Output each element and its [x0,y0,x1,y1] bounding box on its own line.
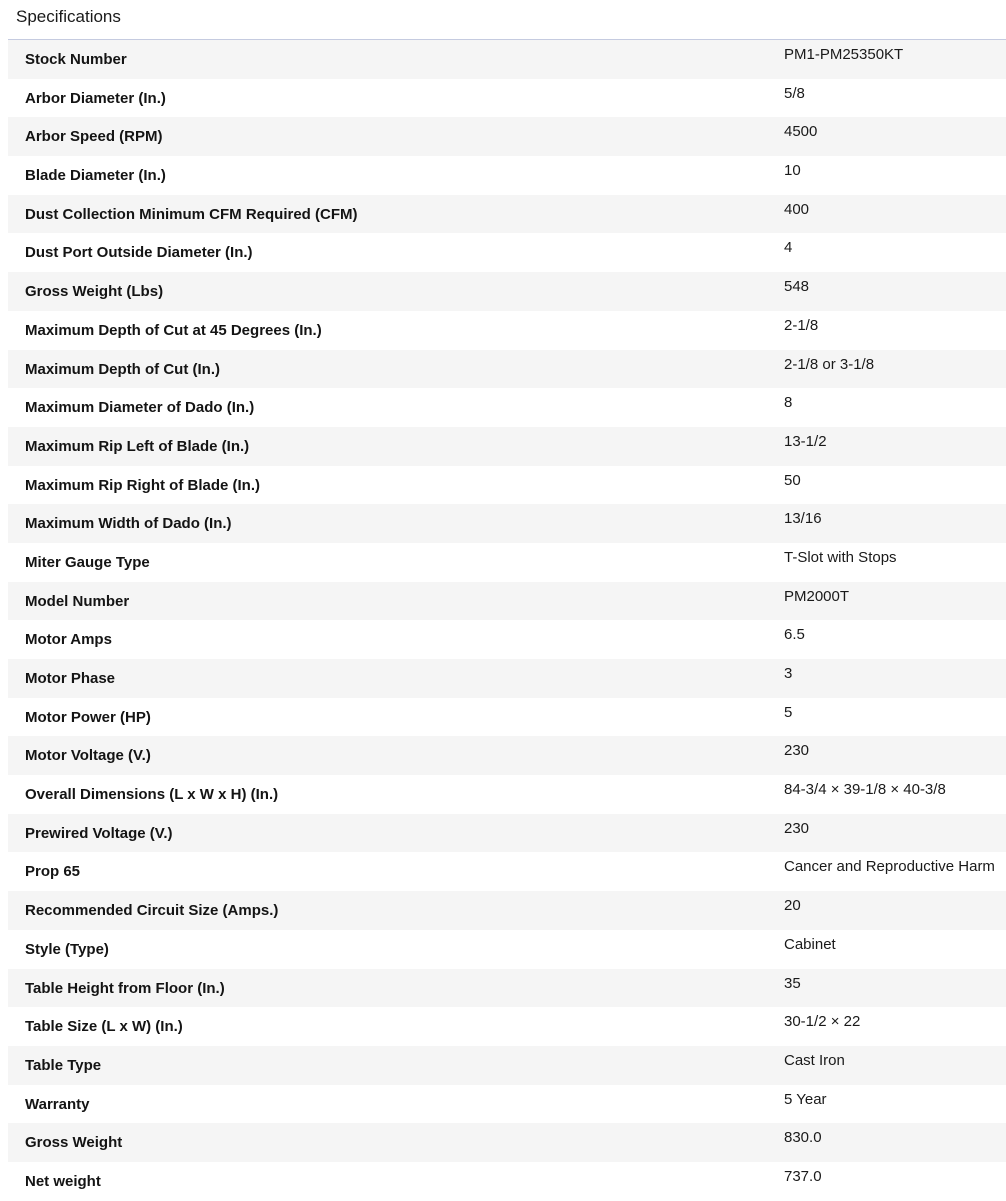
specifications-table [8,40,1006,1201]
spec-value: 830.0 [784,1129,822,1147]
spec-row [8,40,1006,79]
spec-row [8,891,1006,930]
spec-label: Miter Gauge Type [25,553,150,571]
spec-value: T-Slot with Stops [784,548,897,566]
spec-value: Cancer and Reproductive Harm [784,858,995,876]
spec-value: 6.5 [784,626,805,644]
spec-label: Model Number [25,592,130,610]
spec-value: 30-1/2 × 22 [784,1013,861,1031]
spec-value: 8 [784,394,793,412]
spec-row [8,1007,1006,1046]
spec-label: Table Type [25,1056,102,1074]
section-title: Specifications [16,7,121,26]
spec-value: 2-1/8 or 3-1/8 [784,355,875,373]
spec-label: Blade Diameter (In.) [25,167,166,185]
spec-value: 2-1/8 [784,316,819,334]
spec-label: Motor Voltage (V.) [25,747,151,765]
spec-value: 4 [784,239,793,257]
spec-value: 20 [784,897,801,915]
spec-label: Prop 65 [25,863,81,881]
spec-value: Cast Iron [784,1051,845,1069]
spec-row [8,582,1006,621]
spec-row [8,1085,1006,1124]
spec-row [8,427,1006,466]
spec-row [8,388,1006,427]
spec-value: 400 [784,200,810,218]
spec-row [8,1123,1006,1162]
spec-label: Gross Weight (Lbs) [25,283,164,301]
spec-row [8,466,1006,505]
spec-label: Motor Amps [25,631,112,649]
spec-label: Maximum Depth of Cut at 45 Degrees (In.) [25,321,322,339]
spec-value: PM2000T [784,587,850,605]
spec-label: Arbor Speed (RPM) [25,128,163,146]
spec-label: Style (Type) [25,940,109,958]
spec-row [8,775,1006,814]
spec-value: 230 [784,819,810,837]
spec-label: Net weight [25,1172,101,1190]
spec-value: 5 Year [784,1090,827,1108]
spec-value: 737.0 [784,1167,822,1185]
spec-row [8,698,1006,737]
spec-row [8,350,1006,389]
spec-label: Table Height from Floor (In.) [25,979,225,997]
spec-row [8,117,1006,156]
spec-row [8,736,1006,775]
spec-label: Stock Number [25,51,127,68]
spec-row [8,620,1006,659]
spec-value: PM1-PM25350KT [784,46,904,63]
spec-label: Table Size (L x W) (In.) [25,1018,183,1036]
spec-label: Maximum Width of Dado (In.) [25,515,232,533]
spec-label: Maximum Depth of Cut (In.) [25,360,220,378]
spec-row [8,814,1006,853]
spec-row [8,272,1006,311]
spec-label: Maximum Rip Right of Blade (In.) [25,476,260,494]
spec-label: Dust Collection Minimum CFM Required (CFM) [25,205,358,223]
spec-row [8,659,1006,698]
spec-value: 3 [784,665,793,682]
spec-label: Recommended Circuit Size (Amps.) [25,902,279,920]
spec-row [8,233,1006,272]
spec-value: 13-1/2 [784,432,827,450]
spec-value: 35 [784,974,801,992]
spec-label: Motor Phase [25,670,116,687]
spec-value: 230 [784,742,810,760]
spec-row [8,311,1006,350]
spec-value: 5 [784,703,793,721]
spec-row [8,930,1006,969]
spec-value: 4500 [784,123,818,141]
spec-label: Overall Dimensions (L x W x H) (In.) [25,786,279,804]
spec-value: 5/8 [784,84,805,102]
spec-row [8,1162,1006,1201]
spec-value: 13/16 [784,510,822,528]
spec-row [8,852,1006,891]
spec-label: Maximum Diameter of Dado (In.) [25,399,255,417]
spec-value: Cabinet [784,935,836,953]
spec-row [8,1046,1006,1085]
spec-value: 84-3/4 × 39-1/8 × 40-3/8 [784,781,946,799]
spec-row [8,79,1006,118]
spec-label: Dust Port Outside Diameter (In.) [25,244,253,262]
spec-label: Maximum Rip Left of Blade (In.) [25,437,250,455]
spec-label: Arbor Diameter (In.) [25,89,166,107]
spec-row [8,504,1006,543]
spec-label: Prewired Voltage (V.) [25,824,173,842]
spec-label: Warranty [25,1095,90,1113]
spec-label: Motor Power (HP) [25,708,151,726]
spec-value: 548 [784,278,810,296]
spec-row [8,543,1006,582]
spec-row [8,969,1006,1008]
spec-value: 10 [784,162,801,180]
spec-value: 50 [784,471,801,489]
spec-label: Gross Weight [25,1134,123,1152]
spec-row [8,195,1006,234]
spec-row [8,156,1006,195]
